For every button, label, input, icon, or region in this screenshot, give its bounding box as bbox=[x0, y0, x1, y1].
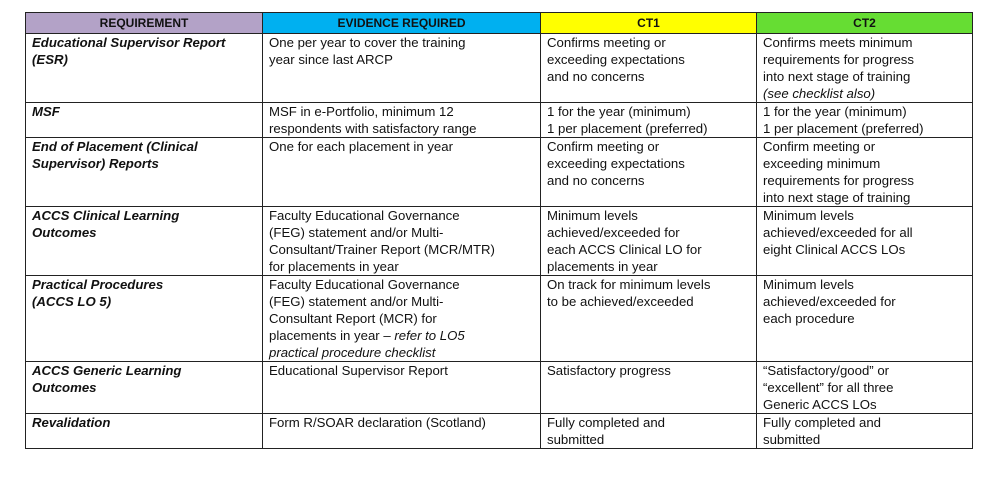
cell-line: placements in year bbox=[547, 259, 658, 274]
cell-line: 1 for the year (minimum) bbox=[547, 104, 691, 119]
cell-line: Faculty Educational Governance bbox=[269, 277, 460, 292]
evidence-cell bbox=[263, 138, 541, 207]
cell-line: MSF bbox=[32, 104, 60, 119]
requirements-table bbox=[25, 12, 973, 449]
cell-line: Confirms meeting or bbox=[547, 35, 666, 50]
cell-line: year since last ARCP bbox=[269, 52, 393, 67]
header-ct2: CT2 bbox=[757, 13, 973, 34]
ct2-cell bbox=[757, 276, 973, 362]
ct1-cell bbox=[541, 138, 757, 207]
evidence-cell bbox=[263, 103, 541, 138]
cell-line: On track for minimum levels bbox=[547, 277, 711, 292]
cell-text: placements in year – bbox=[269, 328, 395, 343]
table-row bbox=[26, 362, 973, 414]
ct2-cell bbox=[757, 362, 973, 414]
table-row bbox=[26, 207, 973, 276]
cell-line: and no concerns bbox=[547, 173, 645, 188]
evidence-cell bbox=[263, 207, 541, 276]
table-row bbox=[26, 138, 973, 207]
ct2-cell bbox=[757, 138, 973, 207]
cell-line: Educational Supervisor Report bbox=[269, 363, 448, 378]
ct1-cell bbox=[541, 414, 757, 449]
cell-line: 1 per placement (preferred) bbox=[763, 121, 924, 136]
cell-line: Outcomes bbox=[32, 225, 97, 240]
cell-line: Fully completed and bbox=[547, 415, 666, 430]
cell-line: achieved/exceeded for all bbox=[763, 225, 913, 240]
evidence-cell bbox=[263, 34, 541, 103]
header-row bbox=[26, 13, 973, 34]
cell-line: into next stage of training bbox=[763, 69, 911, 84]
ct1-cell bbox=[541, 276, 757, 362]
cell-text-italic: refer to LO5 bbox=[394, 328, 465, 343]
requirement-cell bbox=[26, 34, 263, 103]
table-row bbox=[26, 34, 973, 103]
table-row bbox=[26, 414, 973, 449]
ct2-cell bbox=[757, 414, 973, 449]
cell-line: Consultant Report (MCR) for bbox=[269, 311, 437, 326]
table-row bbox=[26, 103, 973, 138]
header-ct1: CT1 bbox=[541, 13, 757, 34]
cell-line: Generic ACCS LOs bbox=[763, 397, 877, 412]
requirement-cell bbox=[26, 414, 263, 449]
cell-line-italic: practical procedure checklist bbox=[269, 345, 436, 360]
cell-line: exceeding expectations bbox=[547, 52, 685, 67]
cell-line: (ACCS LO 5) bbox=[32, 294, 112, 309]
requirement-cell bbox=[26, 138, 263, 207]
cell-line: 1 for the year (minimum) bbox=[763, 104, 907, 119]
ct1-cell bbox=[541, 34, 757, 103]
cell-line: requirements for progress bbox=[763, 52, 914, 67]
cell-line: MSF in e-Portfolio, minimum 12 bbox=[269, 104, 454, 119]
cell-line: Outcomes bbox=[32, 380, 97, 395]
cell-line: submitted bbox=[763, 432, 821, 447]
cell-line: Supervisor) Reports bbox=[32, 156, 159, 171]
ct2-cell bbox=[757, 103, 973, 138]
cell-line: requirements for progress bbox=[763, 173, 914, 188]
cell-line: 1 per placement (preferred) bbox=[547, 121, 708, 136]
cell-line bbox=[269, 327, 534, 344]
cell-line: each procedure bbox=[763, 311, 855, 326]
cell-line: exceeding minimum bbox=[763, 156, 881, 171]
cell-line: each ACCS Clinical LO for bbox=[547, 242, 702, 257]
cell-line: “excellent” for all three bbox=[763, 380, 894, 395]
cell-line: Faculty Educational Governance bbox=[269, 208, 460, 223]
cell-line: Minimum levels bbox=[763, 277, 854, 292]
cell-line: Revalidation bbox=[32, 415, 111, 430]
ct1-cell bbox=[541, 103, 757, 138]
cell-line: Confirm meeting or bbox=[547, 139, 660, 154]
cell-line: exceeding expectations bbox=[547, 156, 685, 171]
ct1-cell bbox=[541, 207, 757, 276]
cell-line: to be achieved/exceeded bbox=[547, 294, 694, 309]
requirement-cell bbox=[26, 276, 263, 362]
cell-line: achieved/exceeded for bbox=[763, 294, 896, 309]
requirement-cell bbox=[26, 207, 263, 276]
cell-line: Fully completed and bbox=[763, 415, 882, 430]
cell-line: “Satisfactory/good” or bbox=[763, 363, 890, 378]
ct2-cell bbox=[757, 34, 973, 103]
cell-line: for placements in year bbox=[269, 259, 399, 274]
ct1-cell bbox=[541, 362, 757, 414]
cell-line: Practical Procedures bbox=[32, 277, 164, 292]
cell-line: Minimum levels bbox=[763, 208, 854, 223]
evidence-cell bbox=[263, 276, 541, 362]
evidence-cell bbox=[263, 414, 541, 449]
cell-line: One for each placement in year bbox=[269, 139, 453, 154]
cell-line: Educational Supervisor Report bbox=[32, 35, 226, 50]
requirement-cell bbox=[26, 362, 263, 414]
cell-line: and no concerns bbox=[547, 69, 645, 84]
header-requirement: REQUIREMENT bbox=[26, 13, 263, 34]
cell-line: into next stage of training bbox=[763, 190, 911, 205]
cell-line: (FEG) statement and/or Multi- bbox=[269, 294, 444, 309]
cell-line: Satisfactory progress bbox=[547, 363, 671, 378]
requirement-cell bbox=[26, 103, 263, 138]
header-evidence: EVIDENCE REQUIRED bbox=[263, 13, 541, 34]
ct2-cell bbox=[757, 207, 973, 276]
cell-line: (FEG) statement and/or Multi- bbox=[269, 225, 444, 240]
cell-line-italic: (see checklist also) bbox=[763, 86, 876, 101]
cell-line: One per year to cover the training bbox=[269, 35, 466, 50]
cell-line: submitted bbox=[547, 432, 605, 447]
cell-line: (ESR) bbox=[32, 52, 68, 67]
cell-line: achieved/exceeded for bbox=[547, 225, 680, 240]
cell-line: Consultant/Trainer Report (MCR/MTR) bbox=[269, 242, 495, 257]
table-row bbox=[26, 276, 973, 362]
cell-line: ACCS Generic Learning bbox=[32, 363, 182, 378]
cell-line: ACCS Clinical Learning bbox=[32, 208, 180, 223]
cell-line: End of Placement (Clinical bbox=[32, 139, 198, 154]
cell-line: eight Clinical ACCS LOs bbox=[763, 242, 906, 257]
cell-line: Form R/SOAR declaration (Scotland) bbox=[269, 415, 486, 430]
evidence-cell bbox=[263, 362, 541, 414]
cell-line: respondents with satisfactory range bbox=[269, 121, 477, 136]
cell-line: Minimum levels bbox=[547, 208, 638, 223]
cell-line: Confirms meets minimum bbox=[763, 35, 913, 50]
cell-line: Confirm meeting or bbox=[763, 139, 876, 154]
